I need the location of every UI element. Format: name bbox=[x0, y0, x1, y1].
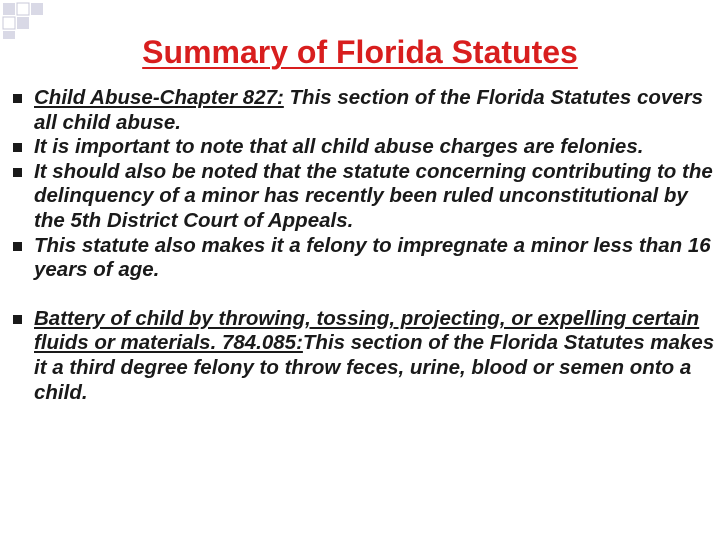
list-item bbox=[8, 160, 716, 234]
square-bullet-icon bbox=[13, 315, 22, 324]
square-bullet-icon bbox=[13, 242, 22, 251]
page-title bbox=[0, 32, 720, 72]
page-title-text: Summary of Florida Statutes bbox=[142, 34, 578, 70]
list-item bbox=[8, 234, 716, 283]
list-item bbox=[8, 135, 716, 160]
bullet-list bbox=[8, 86, 716, 405]
list-item-text: This statute also makes it a felony to impregnate a minor less than 16 years of age. bbox=[34, 233, 711, 282]
list-item-text: It should also be noted that the statute concerning contributing to the delinquency of a minor has recently been ruled unconstitutional by the 5th District Court of Appeals. bbox=[34, 159, 713, 232]
list-item-text: This section of the Florida Statutes makes it a third degree felony to throw feces, urine, blood or semen onto a child. bbox=[34, 331, 715, 404]
statute-784-085-reference: Battery of child by throwing, tossing, projecting, or expelling certain fluids or materials. 784.085: bbox=[34, 306, 700, 355]
square-bullet-icon bbox=[13, 94, 22, 103]
list-item-text: This section of the Florida Statutes covers all child abuse. bbox=[34, 86, 704, 134]
chapter-827-reference: Child Abuse-Chapter 827: bbox=[34, 86, 284, 109]
square-bullet-icon bbox=[13, 168, 22, 177]
list-item bbox=[8, 307, 716, 405]
list-item-text: It is important to note that all child abuse charges are felonies. bbox=[34, 135, 644, 159]
list-item bbox=[8, 86, 716, 135]
square-bullet-icon bbox=[13, 143, 22, 152]
